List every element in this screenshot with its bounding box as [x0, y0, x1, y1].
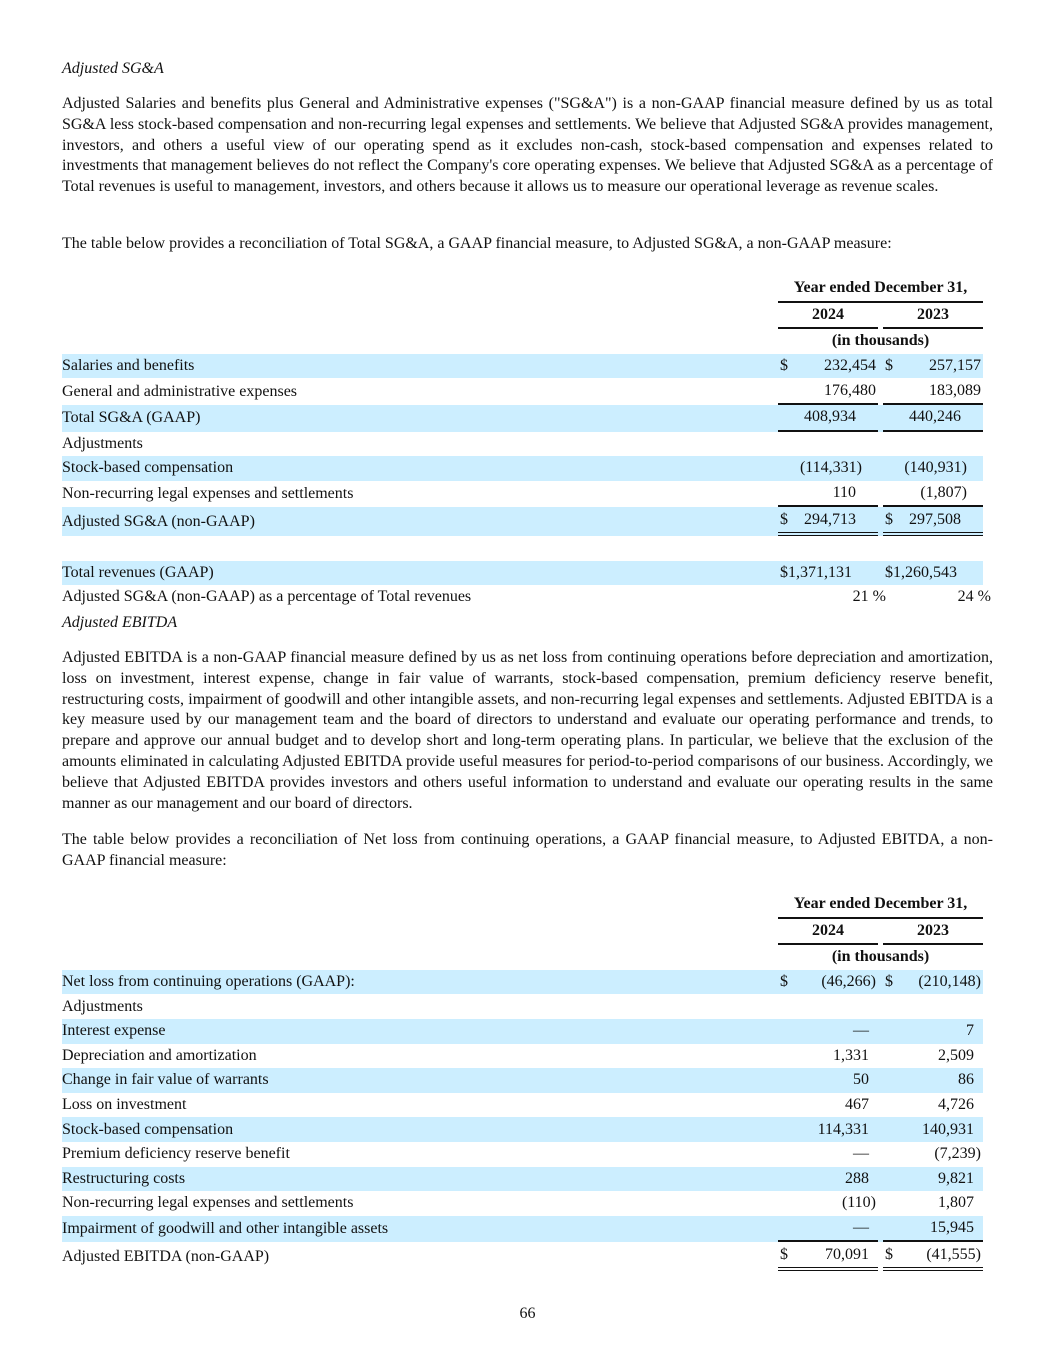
row-label: Stock-based compensation: [62, 1117, 778, 1142]
row-label: Adjusted SG&A (non-GAAP): [62, 507, 778, 536]
row-label: Adjusted EBITDA (non-GAAP): [62, 1247, 270, 1265]
value-2023: (210,148): [918, 973, 981, 991]
value-2023: 297,508: [909, 510, 961, 528]
value-2023: (7,239): [934, 1145, 981, 1163]
year-2023-header: 2023: [883, 919, 983, 946]
period-header: Year ended December 31,: [778, 276, 983, 303]
table-row-grand-total: [62, 1242, 993, 1271]
ebitda-description-paragraph: Adjusted EBITDA is a non-GAAP financial measure defined by us as net loss from continuing operations before depreciation and amortization, loss on investment, interest expense, change in fair value of warrants, stock-based compensation, premium deficiency reserve benefit, restructuring costs, impairment of goodwill and other intangible assets, and non-recurring legal expenses and settlements. Adjusted EBITDA is a key measure used by our management team and the board of directors to understand and evaluate our operating performance and trends, to prepare and approve our annual budget and to develop short and long-term operating plans. In particular, we believe that the exclusion of the amounts eliminated in calculating Adjusted EBITDA provide useful measures for period-to-period comparisons of our business. Accordingly, we believe that Adjusted EBITDA provides investors and others useful information to understand and evaluate our operating results in the same manner as our management and our board of directors.: [62, 649, 993, 812]
row-label: Total revenues (GAAP): [62, 561, 778, 586]
dollar-sign: $: [780, 563, 788, 581]
value-2023: 1,807: [938, 1194, 974, 1212]
row-label: Non-recurring legal expenses and settlements: [62, 485, 354, 503]
value-2023: 4,726: [938, 1096, 974, 1114]
value-2024: 408,934: [804, 408, 856, 426]
value-2023: (1,807): [920, 484, 967, 502]
value-2024: (46,266): [821, 973, 876, 991]
sga-table-intro: The table below provides a reconciliation of Total SG&A, a GAAP financial measure, to Adjusted SG&A, a non-GAAP measure:: [62, 235, 892, 252]
table-row: [62, 994, 993, 1019]
table-row-total: [62, 405, 993, 432]
row-label: Adjustments: [62, 997, 143, 1015]
row-label: Stock-based compensation: [62, 456, 778, 481]
table-row: [62, 1216, 993, 1243]
value-2024: —: [853, 1219, 869, 1237]
dollar-sign: $: [885, 510, 893, 528]
table-row-grand-total: [62, 507, 993, 536]
value-2023: 440,246: [909, 408, 961, 426]
units-label: (in thousands): [831, 948, 930, 966]
row-label: Non-recurring legal expenses and settlements: [62, 1194, 354, 1212]
table-row: [62, 378, 993, 405]
value-2024: 232,454: [824, 357, 876, 375]
year-2024-header: 2024: [778, 303, 878, 330]
row-label: Premium deficiency reserve benefit: [62, 1145, 290, 1163]
value-2024: (114,331): [799, 459, 862, 477]
table-row: [62, 481, 993, 508]
row-label: General and administrative expenses: [62, 382, 298, 400]
value-2024: —: [853, 1022, 869, 1040]
row-label: Adjustments: [62, 434, 143, 452]
year-2023-header: 2023: [883, 303, 983, 330]
table-row: [62, 1167, 993, 1192]
value-2024: 294,713: [804, 510, 856, 528]
table-row: [62, 1019, 993, 1044]
value-2023: 7: [966, 1022, 974, 1040]
row-label: Interest expense: [62, 1019, 778, 1044]
dollar-sign: $: [885, 357, 893, 375]
sga-description-paragraph: Adjusted Salaries and benefits plus General and Administrative expenses ("SG&A") is a non-GAAP financial measure defined by us as total SG&A less stock-based compensation and non-recurring legal expenses and settlements. We believe that Adjusted SG&A provides management, investors, and others a useful view of our operating spend as it excludes non-cash, stock-based compensation and expenses related to investments that management believes do not reflect the Company's core operating expenses. We believe that Adjusted SG&A as a percentage of Total revenues is useful to management, investors, and others because it allows us to measure our operational leverage as revenue scales.: [62, 95, 993, 196]
value-2023: 9,821: [938, 1169, 974, 1187]
dollar-sign: $: [885, 973, 893, 991]
section-heading-adjusted-ebitda: Adjusted EBITDA: [62, 614, 178, 631]
page-number: 66: [519, 1305, 536, 1322]
row-label: Impairment of goodwill and other intangible assets: [62, 1216, 778, 1243]
row-label: Net loss from continuing operations (GAAP):: [62, 970, 778, 995]
row-label: Depreciation and amortization: [62, 1046, 257, 1064]
value-2024: 21 %: [852, 588, 886, 606]
value-2023: 183,089: [929, 381, 981, 399]
table-row: [62, 456, 993, 481]
table-row: [62, 970, 993, 995]
dollar-sign: $: [780, 973, 788, 991]
section-heading-adjusted-sga: Adjusted SG&A: [62, 60, 164, 77]
dollar-sign: $: [780, 357, 788, 375]
value-2023: 15,945: [930, 1219, 974, 1237]
value-2024: 1,331: [833, 1046, 869, 1064]
row-label: Change in fair value of warrants: [62, 1068, 778, 1093]
row-label: Loss on investment: [62, 1096, 187, 1114]
value-2024: 176,480: [824, 381, 876, 399]
table-row: [62, 585, 993, 610]
value-2023: 86: [958, 1071, 974, 1089]
value-2024: 70,091: [825, 1245, 869, 1263]
value-2023: (41,555): [926, 1245, 981, 1263]
value-2023: 257,157: [929, 357, 981, 375]
value-2023: 2,509: [938, 1046, 974, 1064]
table-row: [62, 432, 993, 457]
value-2024: (110): [841, 1194, 876, 1212]
row-label: Total SG&A (GAAP): [62, 405, 778, 432]
value-2023: (140,931): [904, 459, 967, 477]
year-2024-header: 2024: [778, 919, 878, 946]
table-row: [62, 1068, 993, 1093]
row-label: Restructuring costs: [62, 1167, 778, 1192]
value-2024: 114,331: [817, 1120, 869, 1138]
table-row: [62, 561, 993, 586]
row-label: Adjusted SG&A (non-GAAP) as a percentage of Total revenues: [62, 588, 472, 606]
dollar-sign: $: [780, 1245, 788, 1263]
dollar-sign: $: [885, 563, 893, 581]
value-2024: 1,371,131: [788, 563, 852, 581]
row-label: Salaries and benefits: [62, 354, 778, 379]
value-2024: 288: [845, 1169, 869, 1187]
value-2024: 467: [845, 1096, 869, 1114]
dollar-sign: $: [885, 1245, 893, 1263]
value-2023: 140,931: [922, 1120, 974, 1138]
period-header: Year ended December 31,: [778, 892, 983, 919]
value-2024: —: [853, 1145, 869, 1163]
table-row: [62, 1044, 993, 1069]
dollar-sign: $: [780, 510, 788, 528]
table-row: [62, 1093, 993, 1118]
table-row: [62, 354, 993, 379]
value-2024: 110: [832, 484, 856, 502]
ebitda-table-intro: The table below provides a reconciliation of Net loss from continuing operations, a GAAP financial measure, to Adjusted EBITDA, a non-GAAP financial measure:: [62, 831, 993, 869]
table-row: [62, 1191, 993, 1216]
table-row: [62, 1142, 993, 1167]
ebitda-reconciliation-table: [62, 892, 993, 1271]
value-2024: 50: [853, 1071, 869, 1089]
units-label: (in thousands): [831, 332, 930, 350]
table-row: [62, 1117, 993, 1142]
sga-reconciliation-table: [62, 276, 993, 610]
value-2023: 1,260,543: [893, 563, 957, 581]
value-2023: 24 %: [957, 588, 991, 606]
